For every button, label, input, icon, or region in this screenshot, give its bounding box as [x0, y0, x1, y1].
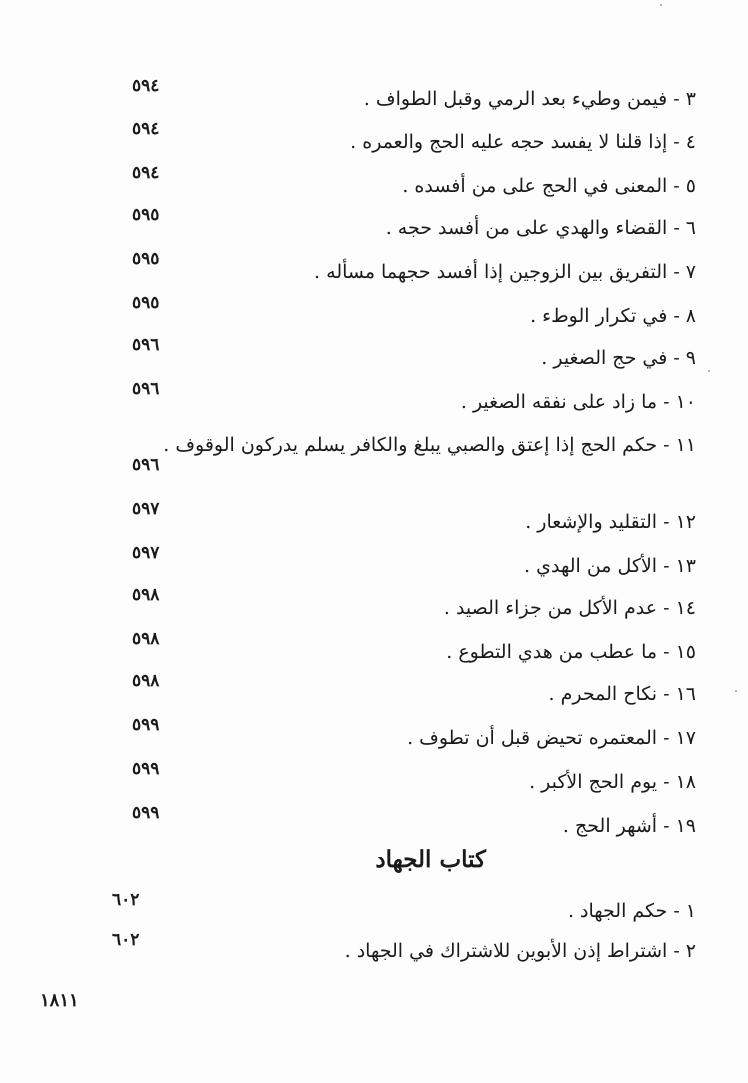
toc-entry-text: ١٨ - يوم الحج الأكبر . [529, 771, 696, 793]
toc-entry-text: ١٢ - التقليد والإشعار . [525, 511, 696, 533]
toc-page-number: ٥٩٧ [132, 543, 160, 563]
toc-entry-text: ٤ - إذا قلنا لا يفسد حجه عليه الحج والعمره . [350, 131, 696, 153]
scan-speck [708, 370, 710, 372]
toc-entry-text: ٥ - المعنى في الحج على من أفسده . [402, 175, 696, 197]
toc-entry-text: ٨ - في تكرار الوطء . [530, 305, 696, 327]
toc-entry-text: ٦ - القضاء والهدي على من أفسد حجه . [385, 217, 696, 239]
toc-entry-text: ١ - حكم الجهاد . [567, 900, 696, 922]
toc-page-number: ٥٩٥ [132, 249, 160, 269]
toc-page-number: ٥٩٤ [132, 163, 160, 183]
toc-page-number: ٥٩٦ [132, 379, 160, 399]
toc-entry-text: ٩ - في حج الصغير . [541, 347, 696, 369]
toc-page-number: ٥٩٧ [132, 499, 160, 519]
toc-page-number: ٥٩٨ [132, 671, 160, 691]
toc-page-number: ٥٩٦ [132, 335, 160, 355]
toc-page-number: ٥٩٤ [132, 76, 160, 96]
toc-entry-text: ١٤ - عدم الأكل من جزاء الصيد . [443, 597, 696, 619]
toc-page-number: ٥٩٩ [132, 715, 160, 735]
folio-number: ١٨١١ [40, 990, 79, 1011]
toc-entry-text: ٧ - التفريق بين الزوجين إذا أفسد حجهما مسأله . [314, 261, 696, 283]
toc-page-number: ٥٩٥ [132, 293, 160, 313]
toc-entry-text: ١٩ - أشهر الحج . [562, 815, 696, 837]
toc-page-number: ٦٠٢ [112, 930, 140, 950]
toc-page-number: ٥٩٤ [132, 119, 160, 139]
toc-page-number: ٥٩٩ [132, 759, 160, 779]
toc-entry-text: ٢ - اشتراط إذن الأبوين للاشتراك في الجهاد . [344, 940, 696, 962]
toc-entry-text: ١٦ - نكاح المحرم . [548, 683, 696, 705]
toc-page-number: ٥٩٥ [132, 205, 160, 225]
toc-entry-text: ١٠ - ما زاد على نفقه الصغير . [460, 391, 696, 413]
toc-page-number: ٥٩٦ [132, 455, 160, 475]
toc-entry-text: ١٣ - الأكل من الهدي . [524, 555, 696, 577]
section-title: كتاب الجهاد [375, 846, 486, 873]
toc-page-number: ٥٩٩ [132, 803, 160, 823]
toc-page-number: ٥٩٨ [132, 629, 160, 649]
toc-entry-text: ١٧ - المعتمره تحيض قبل أن تطوف . [407, 727, 696, 749]
scan-speck [660, 4, 662, 6]
toc-entry-text: ١١ - حكم الحج إذا إعتق والصبي يبلغ والكافر يسلم يدركون الوقوف . [163, 434, 696, 456]
toc-page-number: ٥٩٨ [132, 585, 160, 605]
toc-entry-text: ٣ - فيمن وطيء بعد الرمي وقبل الطواف . [363, 88, 696, 110]
scan-speck [735, 690, 737, 692]
toc-page-number: ٦٠٢ [112, 890, 140, 910]
toc-entry-text: ١٥ - ما عطب من هدي التطوع . [446, 641, 696, 663]
